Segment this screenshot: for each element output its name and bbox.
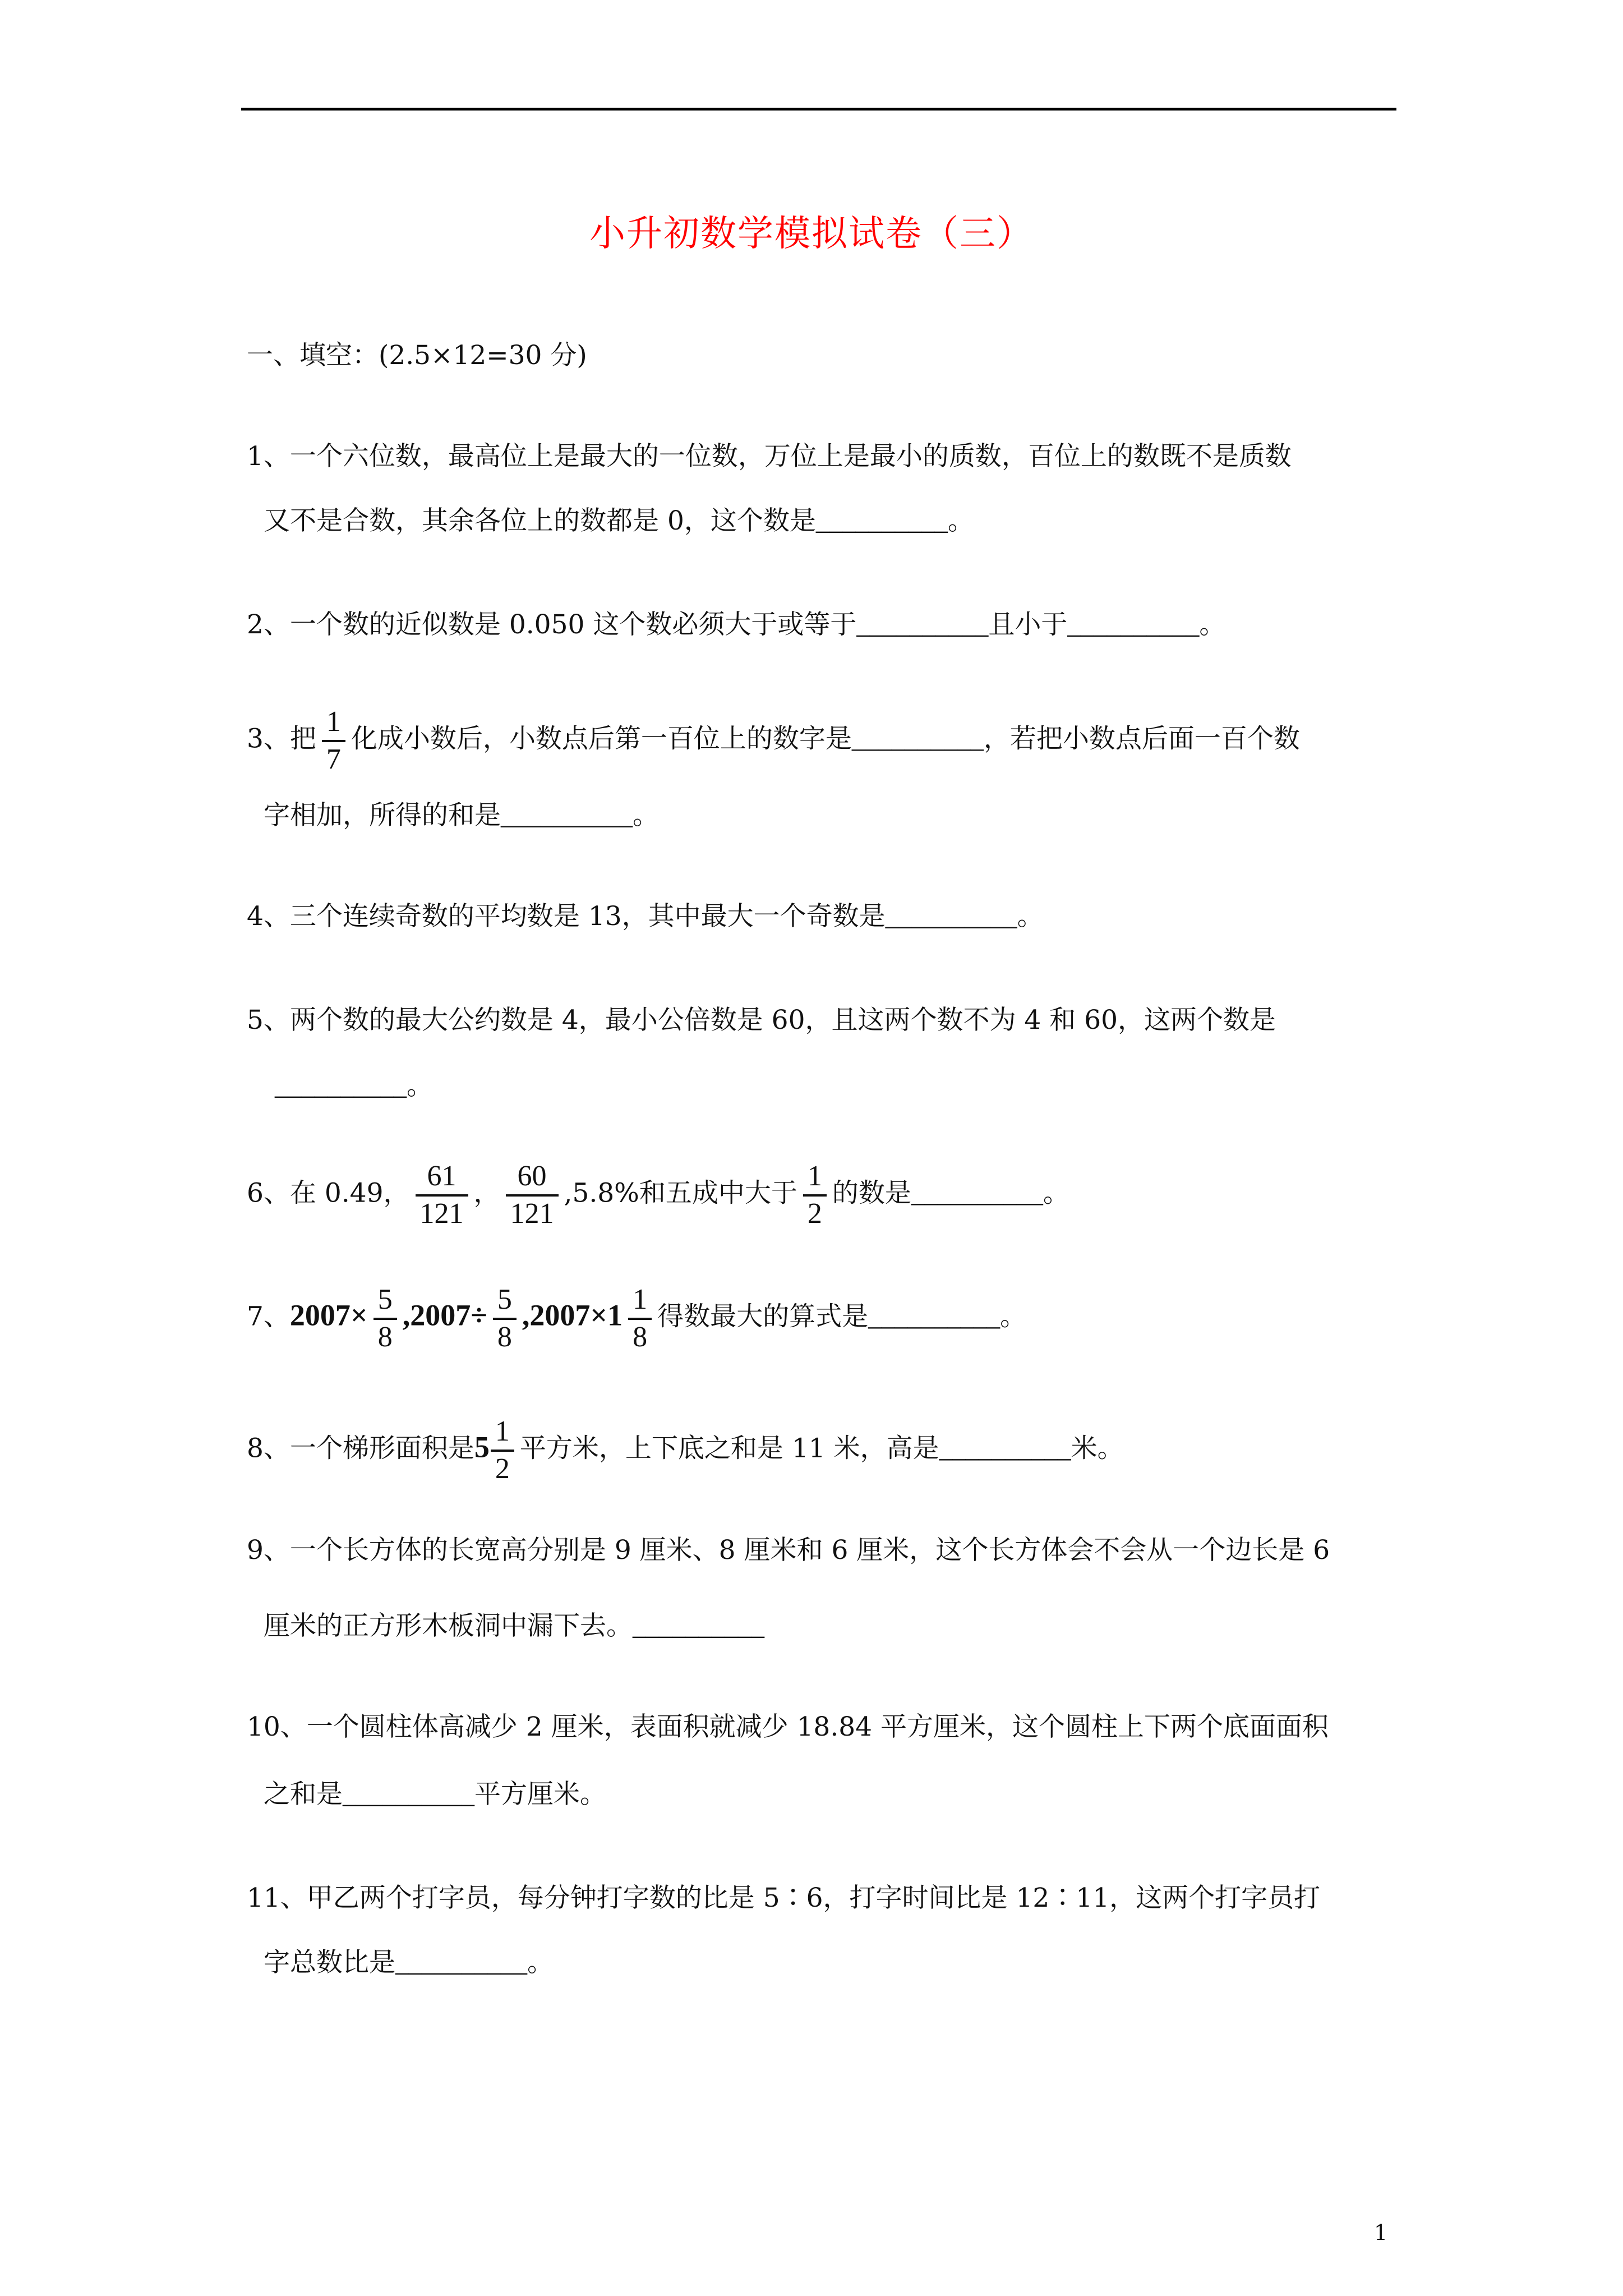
question-3-prefix: 3、把 (247, 723, 316, 754)
question-7-text: 得数最大的算式是 (657, 1301, 869, 1332)
question-3-line-2-text: 字相加，所得的和是 (264, 800, 501, 831)
punctuation: 。 (1000, 1301, 1027, 1332)
answer-blank[interactable]: __________ (1067, 610, 1200, 639)
question-9-line-2 (264, 1613, 764, 1640)
fraction-denominator: 8 (497, 1320, 512, 1353)
answer-blank[interactable]: __________ (885, 902, 1017, 931)
fraction-denominator: 2 (495, 1452, 510, 1485)
fraction-denominator: 121 (419, 1197, 464, 1230)
question-9-text: 厘米的正方形木板洞中漏下去。 (264, 1611, 633, 1641)
question-3-line-2 (264, 802, 659, 829)
answer-blank[interactable]: __________ (856, 610, 989, 639)
question-8-text: 平方米，上下底之和是 11 米，高是 (519, 1433, 939, 1464)
punctuation: 。 (947, 505, 974, 536)
punctuation: 。 (407, 1070, 433, 1101)
question-4 (247, 903, 1044, 930)
fraction-numerator: 1 (322, 707, 345, 742)
answer-blank[interactable]: __________ (868, 1302, 1000, 1332)
mixed-number-whole: 5 (474, 1430, 490, 1464)
math-expression: ,2007÷ (402, 1298, 487, 1332)
math-expression: ,2007×1 (522, 1298, 623, 1332)
answer-blank[interactable]: __________ (275, 1071, 407, 1101)
answer-blank[interactable]: __________ (911, 1179, 1043, 1208)
fraction-numerator: 1 (628, 1285, 652, 1320)
punctuation: 。 (527, 1947, 554, 1978)
fraction (803, 1161, 827, 1229)
question-6 (247, 1161, 1069, 1229)
question-11-line-1: 11、甲乙两个打字员，每分钟打字数的比是 5∶6，打字时间比是 12∶11，这两个打字员打 (247, 1883, 1321, 1913)
question-6-text: ,5.8%和五成中大于 (564, 1177, 797, 1209)
question-2-text: 2、一个数的近似数是 0.050 这个数必须大于或等于 (247, 609, 857, 640)
question-5-line-2 (275, 1070, 433, 1101)
fraction (506, 1161, 559, 1229)
question-10-end: 平方厘米。 (474, 1779, 606, 1810)
question-10-line-2 (264, 1781, 606, 1808)
question-3-text-b: ，若把小数点后面一百个数 (983, 723, 1300, 754)
question-8-prefix: 8、一个梯形面积是 (247, 1433, 474, 1464)
fraction-denominator: 121 (510, 1197, 554, 1230)
fraction-denominator: 7 (326, 743, 341, 775)
question-1-line-1: 1、一个六位数，最高位上是最大的一位数，万位上是最小的质数，百位上的数既不是质数 (247, 441, 1292, 472)
fraction (374, 1285, 397, 1352)
answer-blank[interactable]: __________ (501, 801, 633, 830)
answer-blank[interactable]: __________ (851, 724, 984, 754)
page-title: 小升初数学模拟试卷（三） (589, 213, 1034, 255)
fraction-denominator: 8 (633, 1320, 648, 1353)
answer-blank[interactable]: __________ (343, 1780, 474, 1809)
punctuation: 。 (1199, 609, 1226, 640)
question-6-text-b: 的数是 (832, 1177, 911, 1209)
header-rule (241, 108, 1396, 111)
fraction (493, 1285, 517, 1352)
question-3-line-1 (247, 707, 1300, 775)
punctuation: 。 (633, 800, 659, 831)
punctuation: 。 (1043, 1177, 1069, 1209)
question-7 (247, 1285, 1026, 1352)
question-5-line-1: 5、两个数的最大公约数是 4，最小公倍数是 60，且这两个数不为 4 和 60，这两个数是 (247, 1005, 1276, 1036)
answer-blank[interactable]: __________ (939, 1434, 1071, 1464)
question-11-text: 字总数比是 (264, 1947, 395, 1978)
question-11-line-2 (264, 1949, 554, 1976)
separator: ， (473, 1177, 500, 1209)
question-1-text: 又不是合数，其余各位上的数都是 0，这个数是 (264, 505, 816, 536)
fraction (322, 707, 345, 775)
question-1-line-2 (264, 505, 974, 536)
question-2 (247, 611, 1225, 638)
punctuation: 。 (1017, 901, 1044, 932)
fraction-numerator: 1 (491, 1416, 514, 1452)
answer-blank[interactable]: __________ (815, 507, 948, 536)
question-10-text: 之和是 (264, 1779, 343, 1810)
fraction-numerator: 61 (416, 1161, 468, 1197)
fraction-numerator: 5 (493, 1285, 517, 1320)
question-8 (247, 1416, 1124, 1484)
fraction-numerator: 60 (506, 1161, 559, 1197)
question-8-end: 米。 (1071, 1433, 1124, 1464)
question-6-prefix: 6、在 0.49， (247, 1177, 410, 1209)
question-10-line-1: 10、一个圆柱体高减少 2 厘米，表面积就减少 18.84 平方厘米，这个圆柱上下两个底面面积 (247, 1711, 1329, 1742)
question-9-line-1: 9、一个长方体的长宽高分别是 9 厘米、8 厘米和 6 厘米，这个长方体会不会从一个边长是 6 (247, 1535, 1330, 1566)
math-expression: 2007× (289, 1298, 368, 1332)
answer-blank[interactable]: __________ (633, 1612, 764, 1641)
question-3-text: 化成小数后，小数点后第一百位上的数字是 (351, 723, 852, 754)
fraction (491, 1416, 514, 1484)
fraction-denominator: 8 (377, 1320, 393, 1353)
page-number: 1 (1374, 2220, 1388, 2245)
question-7-prefix: 7、 (247, 1301, 290, 1332)
question-4-text: 4、三个连续奇数的平均数是 13，其中最大一个奇数是 (247, 901, 886, 932)
fraction-numerator: 1 (803, 1161, 827, 1197)
fraction-denominator: 2 (807, 1197, 822, 1230)
question-2-text-b: 且小于 (988, 609, 1068, 640)
fraction (416, 1161, 468, 1229)
answer-blank[interactable]: __________ (395, 1948, 527, 1977)
section-heading: 一、填空：(2.5×12=30 分) (247, 340, 587, 371)
fraction (628, 1285, 652, 1352)
fraction-numerator: 5 (374, 1285, 397, 1320)
